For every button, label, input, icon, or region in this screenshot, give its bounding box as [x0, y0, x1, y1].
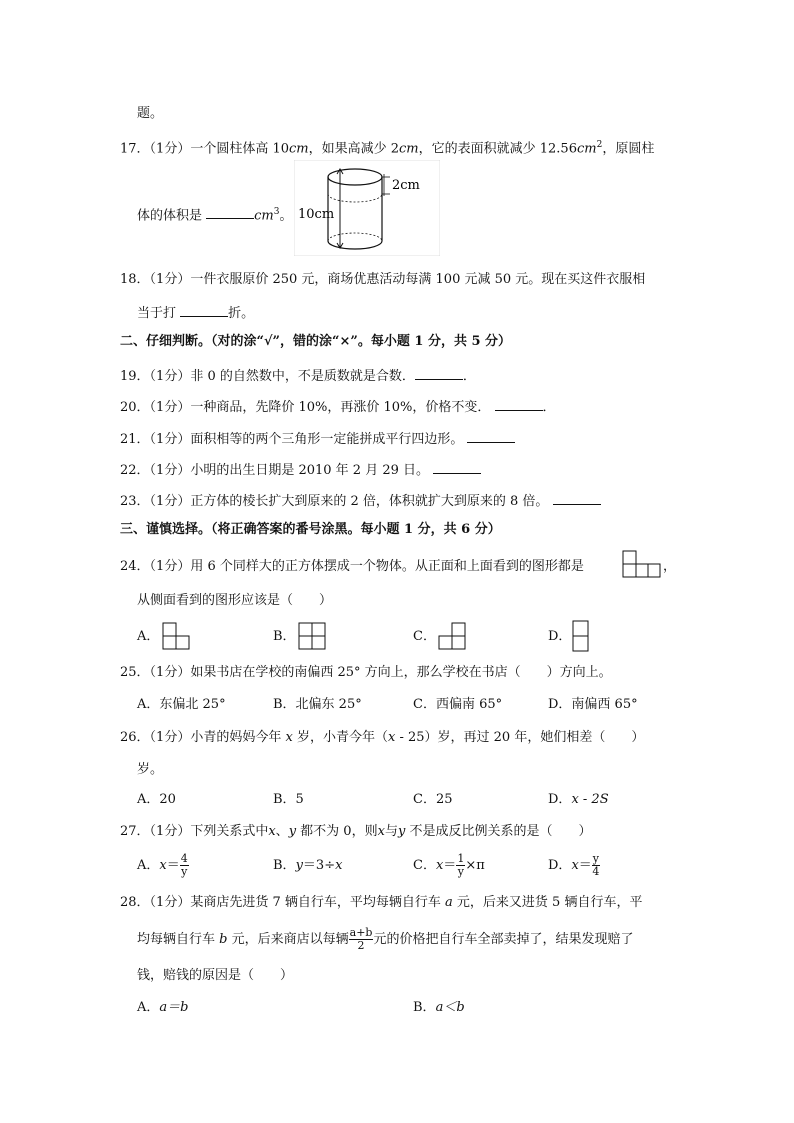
q27-option-b[interactable]: B．y＝3÷x: [273, 858, 343, 873]
q27-option-c[interactable]: C．x＝ $\frac{1}{y}$ ×π: [413, 852, 485, 878]
q24-line1: 24．（1分）用 6 个同样大的正方体摆成一个物体。从正面和上面看到的图形都是: [120, 559, 584, 574]
q24-option-c[interactable]: C．: [413, 629, 436, 644]
section3-title: 三、谨慎选择。（将正确答案的番号涂黑。每小题 1 分，共 6 分）: [120, 522, 501, 537]
cylinder-figure: [294, 160, 440, 256]
q27-option-d[interactable]: D．x＝ $\frac{y}{4}$: [548, 852, 600, 878]
q26-line2: 岁。: [137, 762, 164, 777]
q28-fraction: $\frac{a+b}{2}$: [349, 926, 373, 952]
q20-answer-blank[interactable]: [495, 396, 543, 411]
q24-option-a-figure: [162, 622, 190, 650]
q22-answer-blank[interactable]: [433, 459, 481, 474]
q28-line3: 钱，赔钱的原因是（ ）: [137, 968, 294, 983]
q25-line1: 25．（1分）如果书店在学校的南偏西 25° 方向上，那么学校在书店（ ）方向上。: [120, 665, 612, 680]
q18-line2: 当于打 折。: [137, 302, 254, 323]
q17-answer-blank[interactable]: [206, 204, 254, 219]
q17-line2: 体的体积是 $cm^3$。: [137, 203, 293, 225]
q24-option-b[interactable]: B．: [273, 629, 296, 644]
q25-option-c[interactable]: C．西偏南 65°: [413, 697, 503, 712]
q19: 19．（1分）非 0 的自然数中，不是质数就是合数． ．: [120, 365, 476, 386]
q20: 20．（1分）一种商品，先降价 10%，再涨价 10%，价格不变． ．: [120, 396, 556, 417]
label-2cm: 2cm: [392, 178, 420, 193]
q17-line1: 17．（1分）一个圆柱体高 10cm，如果高减少 2cm，它的表面积就减少 $12.56cm^2$，原圆柱: [120, 140, 655, 157]
q28-option-a[interactable]: A．a＝b: [137, 1000, 189, 1015]
q27-d-fraction: $\frac{y}{4}$: [592, 852, 600, 878]
q24-option-a[interactable]: A．: [137, 629, 160, 644]
q24-line1-end: ，: [663, 559, 677, 574]
q25-option-a[interactable]: A．东偏北 25°: [137, 697, 226, 712]
q27-option-a[interactable]: A．x＝ $\frac{4}{y}$: [137, 852, 188, 878]
q22: 22．（1分）小明的出生日期是 2010 年 2 月 29 日。: [120, 459, 481, 480]
q28-option-b[interactable]: B．a＜b: [413, 1000, 465, 1015]
q28-line2: 均每辆自行车 b 元，后来商店以每辆 $\frac{a+b}{2}$ 元的价格把自行车全部卖掉了，结果发现赔了: [137, 926, 634, 952]
q16-tail: 题。: [137, 106, 164, 121]
q27-line1: 27．（1分）下列关系式中x、y 都不为 0，则x与y 不是成反比例关系的是（ ）: [120, 824, 592, 839]
q21-answer-blank[interactable]: [467, 428, 515, 443]
q24-option-d-figure: [572, 620, 590, 652]
q23-answer-blank[interactable]: [553, 490, 601, 505]
q24-option-b-figure: [298, 622, 326, 650]
q26-option-c[interactable]: C．25: [413, 792, 453, 807]
label-10cm: 10cm: [298, 207, 335, 222]
q27-a-fraction: $\frac{4}{y}$: [180, 852, 188, 878]
q24-option-d[interactable]: D．: [548, 629, 572, 644]
q26-option-a[interactable]: A．20: [137, 792, 176, 807]
q24-line2: 从侧面看到的图形应该是（ ）: [137, 593, 333, 608]
q26-option-d[interactable]: D．x - 2S: [548, 792, 609, 807]
q28-line1: 28．（1分）某商店先进货 7 辆自行车，平均每辆自行车 a 元，后来又进货 5 辆自行车，平: [120, 895, 643, 910]
q23: 23．（1分）正方体的棱长扩大到原来的 2 倍，体积就扩大到原来的 8 倍。: [120, 490, 601, 511]
section2-title: 二、仔细判断。（对的涂“√”，错的涂“×”。每小题 1 分，共 5 分）: [120, 334, 512, 349]
q25-option-d[interactable]: D．南偏西 65°: [548, 697, 638, 712]
q27-c-fraction: $\frac{1}{y}$: [457, 852, 465, 878]
q18-line1: 18．（1分）一件衣服原价 250 元，商场优惠活动每满 100 元减 50 元。现在买这件衣服相: [120, 272, 646, 287]
q26-line1: 26．（1分）小青的妈妈今年 x 岁，小青今年（x - 25）岁，再过 20 年，她们相差（ ）: [120, 730, 645, 745]
q25-option-b[interactable]: B．北偏东 25°: [273, 697, 362, 712]
q18-answer-blank[interactable]: [180, 302, 228, 317]
q26-option-b[interactable]: B．5: [273, 792, 304, 807]
q19-answer-blank[interactable]: [415, 365, 463, 380]
q21: 21．（1分）面积相等的两个三角形一定能拼成平行四边形。: [120, 428, 515, 449]
q24-front-top-view-figure: [622, 550, 662, 578]
q24-option-c-figure: [438, 622, 466, 650]
